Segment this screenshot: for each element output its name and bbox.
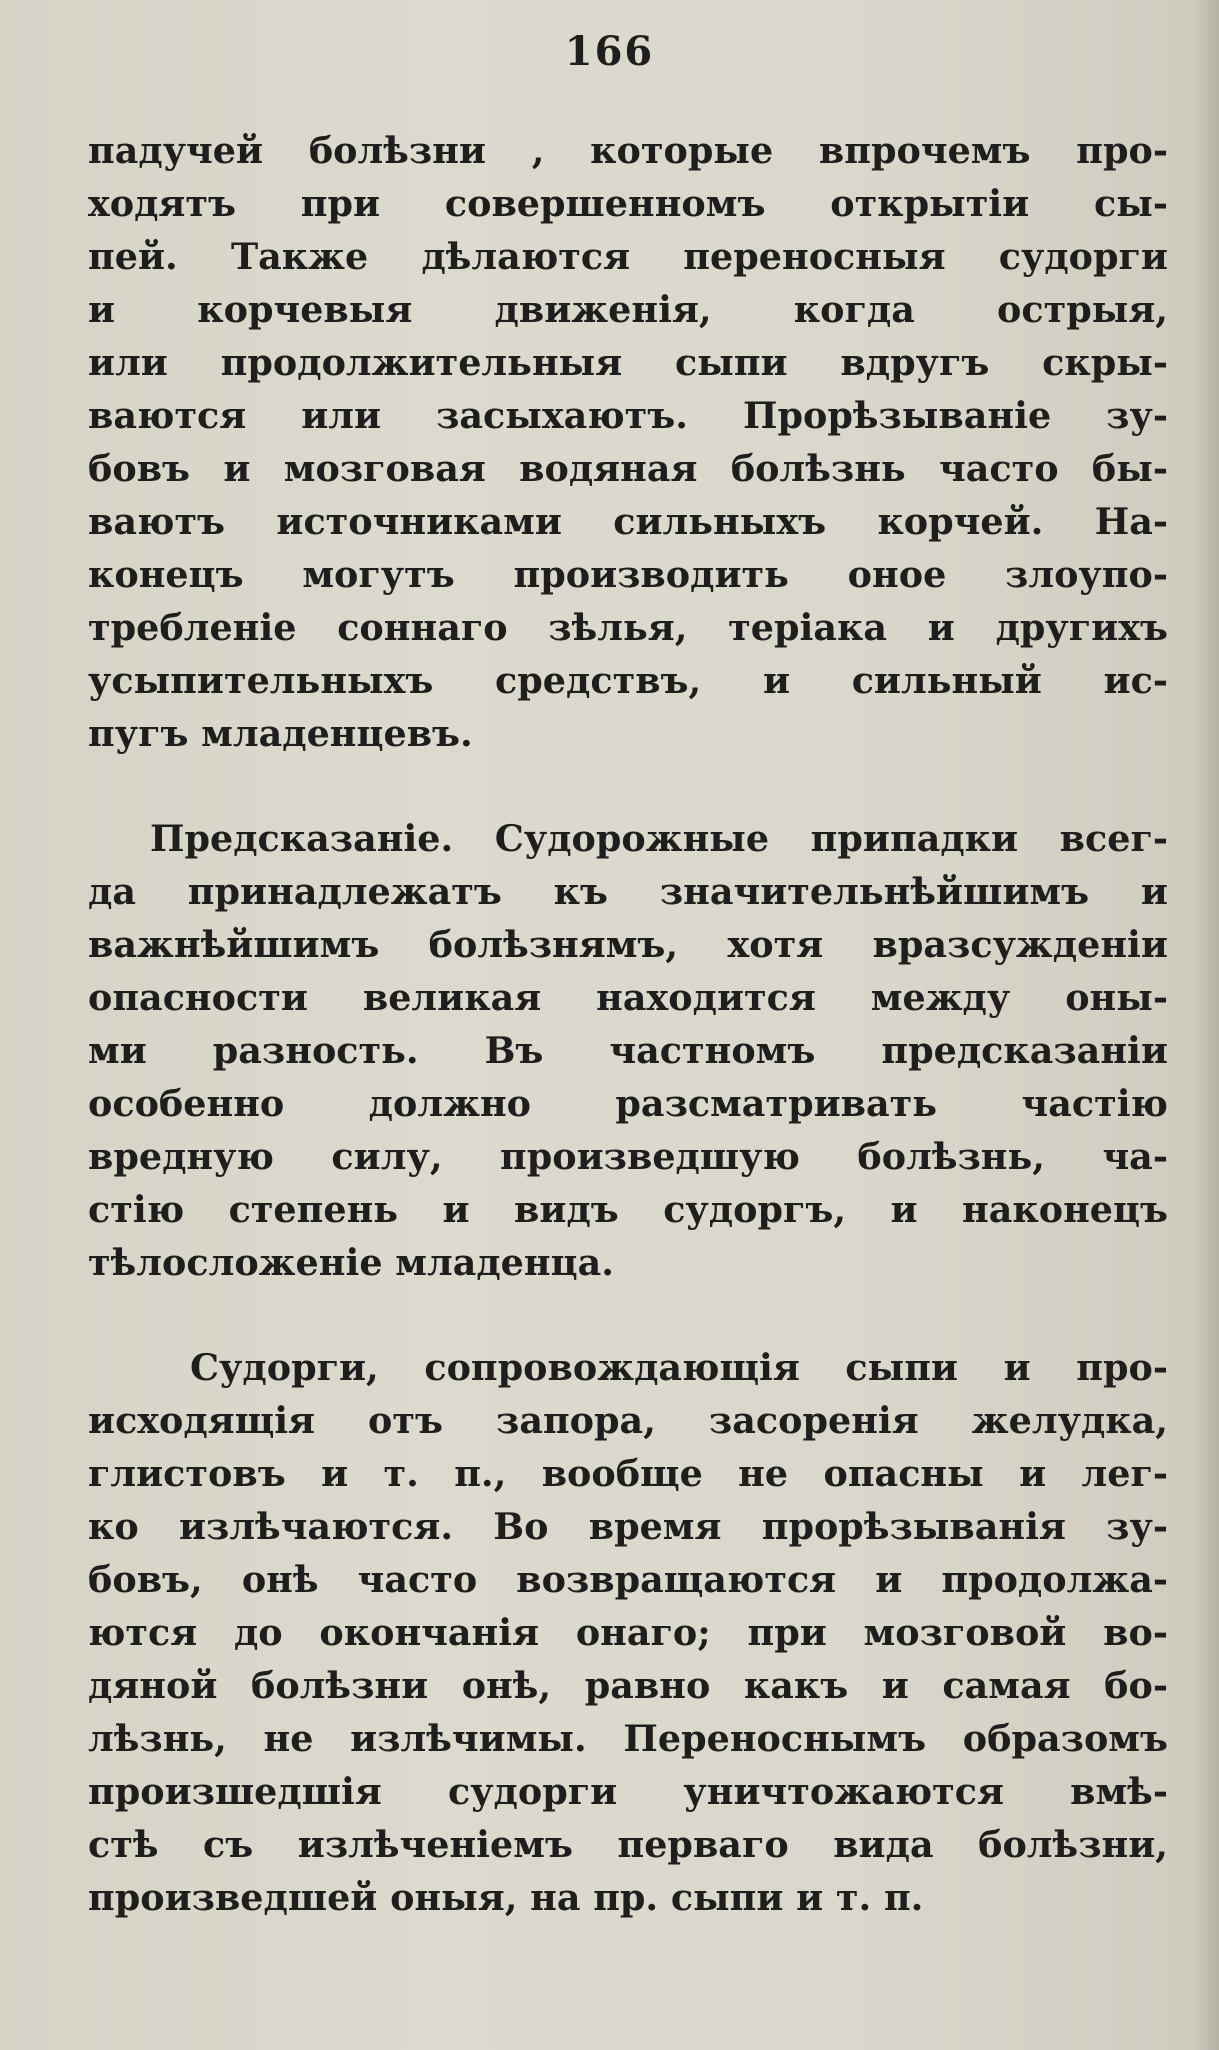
text-line: стію степень и видъ судоргъ, и наконецъ xyxy=(88,1188,1168,1231)
text-line: ются до окончанія онаго; при мозговой во- xyxy=(88,1611,1168,1654)
text-line: пей. Также дѣлаются переносныя судорги xyxy=(88,235,1168,278)
text-line: исходящія отъ запора, засоренія желудка, xyxy=(88,1399,1168,1442)
paragraph-prognosis xyxy=(88,812,1168,1289)
text-line: пугъ младенцевъ. xyxy=(88,712,473,755)
text-line: произведшей оныя, на пр. сыпи и т. п. xyxy=(88,1876,924,1919)
text-line: стѣ съ излѣченіемъ перваго вида болѣзни, xyxy=(88,1823,1168,1866)
page-number: 166 xyxy=(564,28,655,75)
text-line: тѣлосложеніе младенца. xyxy=(88,1241,614,1284)
text-line: усыпительныхъ средствъ, и сильный ис- xyxy=(88,659,1168,702)
text-line: глистовъ и т. п., вообще не опасны и лег- xyxy=(88,1452,1168,1495)
text-line: падучей болѣзни , которые впрочемъ про- xyxy=(88,129,1168,172)
text-line: ваются или засыхаютъ. Прорѣзываніе зу- xyxy=(88,394,1168,437)
body-text xyxy=(88,124,1168,1924)
text-line: конецъ могутъ производить оное злоупо- xyxy=(88,553,1168,596)
text-line: Предсказаніе. Судорожные припадки всег- xyxy=(150,817,1168,860)
text-line: лѣзнь, не излѣчимы. Переноснымъ образомъ xyxy=(88,1717,1168,1760)
text-line: бовъ и мозговая водяная болѣзнь часто бы- xyxy=(88,447,1168,490)
text-line: Судорги, сопровождающія сыпи и про- xyxy=(190,1346,1168,1389)
text-line: вредную силу, произведшую болѣзнь, ча- xyxy=(88,1135,1168,1178)
text-line: произшедшія судорги уничтожаются вмѣ- xyxy=(88,1770,1168,1813)
page-edge-shadow xyxy=(1193,0,1219,2050)
text-line: да принадлежатъ къ значительнѣйшимъ и xyxy=(88,870,1168,913)
text-line: особенно должно разсматривать частію xyxy=(88,1082,1168,1125)
paragraph-1 xyxy=(88,124,1168,760)
text-line: и корчевыя движенія, когда острыя, xyxy=(88,288,1168,331)
text-line: бовъ, онѣ часто возвращаются и продолжа- xyxy=(88,1558,1168,1601)
text-line: опасности великая находится между оны- xyxy=(88,976,1168,1019)
text-line: важнѣйшимъ болѣзнямъ, хотя вразсужденіи xyxy=(88,923,1168,966)
text-line: требленіе соннаго зѣлья, теріака и другихъ xyxy=(88,606,1168,649)
text-line: или продолжительныя сыпи вдругъ скры- xyxy=(88,341,1168,384)
text-line: ходятъ при совершенномъ открытіи сы- xyxy=(88,182,1168,225)
paragraph-convulsions xyxy=(88,1341,1168,1924)
text-line: ми разность. Въ частномъ предсказаніи xyxy=(88,1029,1168,1072)
text-line: ко излѣчаются. Во время прорѣзыванія зу- xyxy=(88,1505,1168,1548)
text-line: дяной болѣзни онѣ, равно какъ и самая бо- xyxy=(88,1664,1168,1707)
text-line: ваютъ источниками сильныхъ корчей. На- xyxy=(88,500,1168,543)
